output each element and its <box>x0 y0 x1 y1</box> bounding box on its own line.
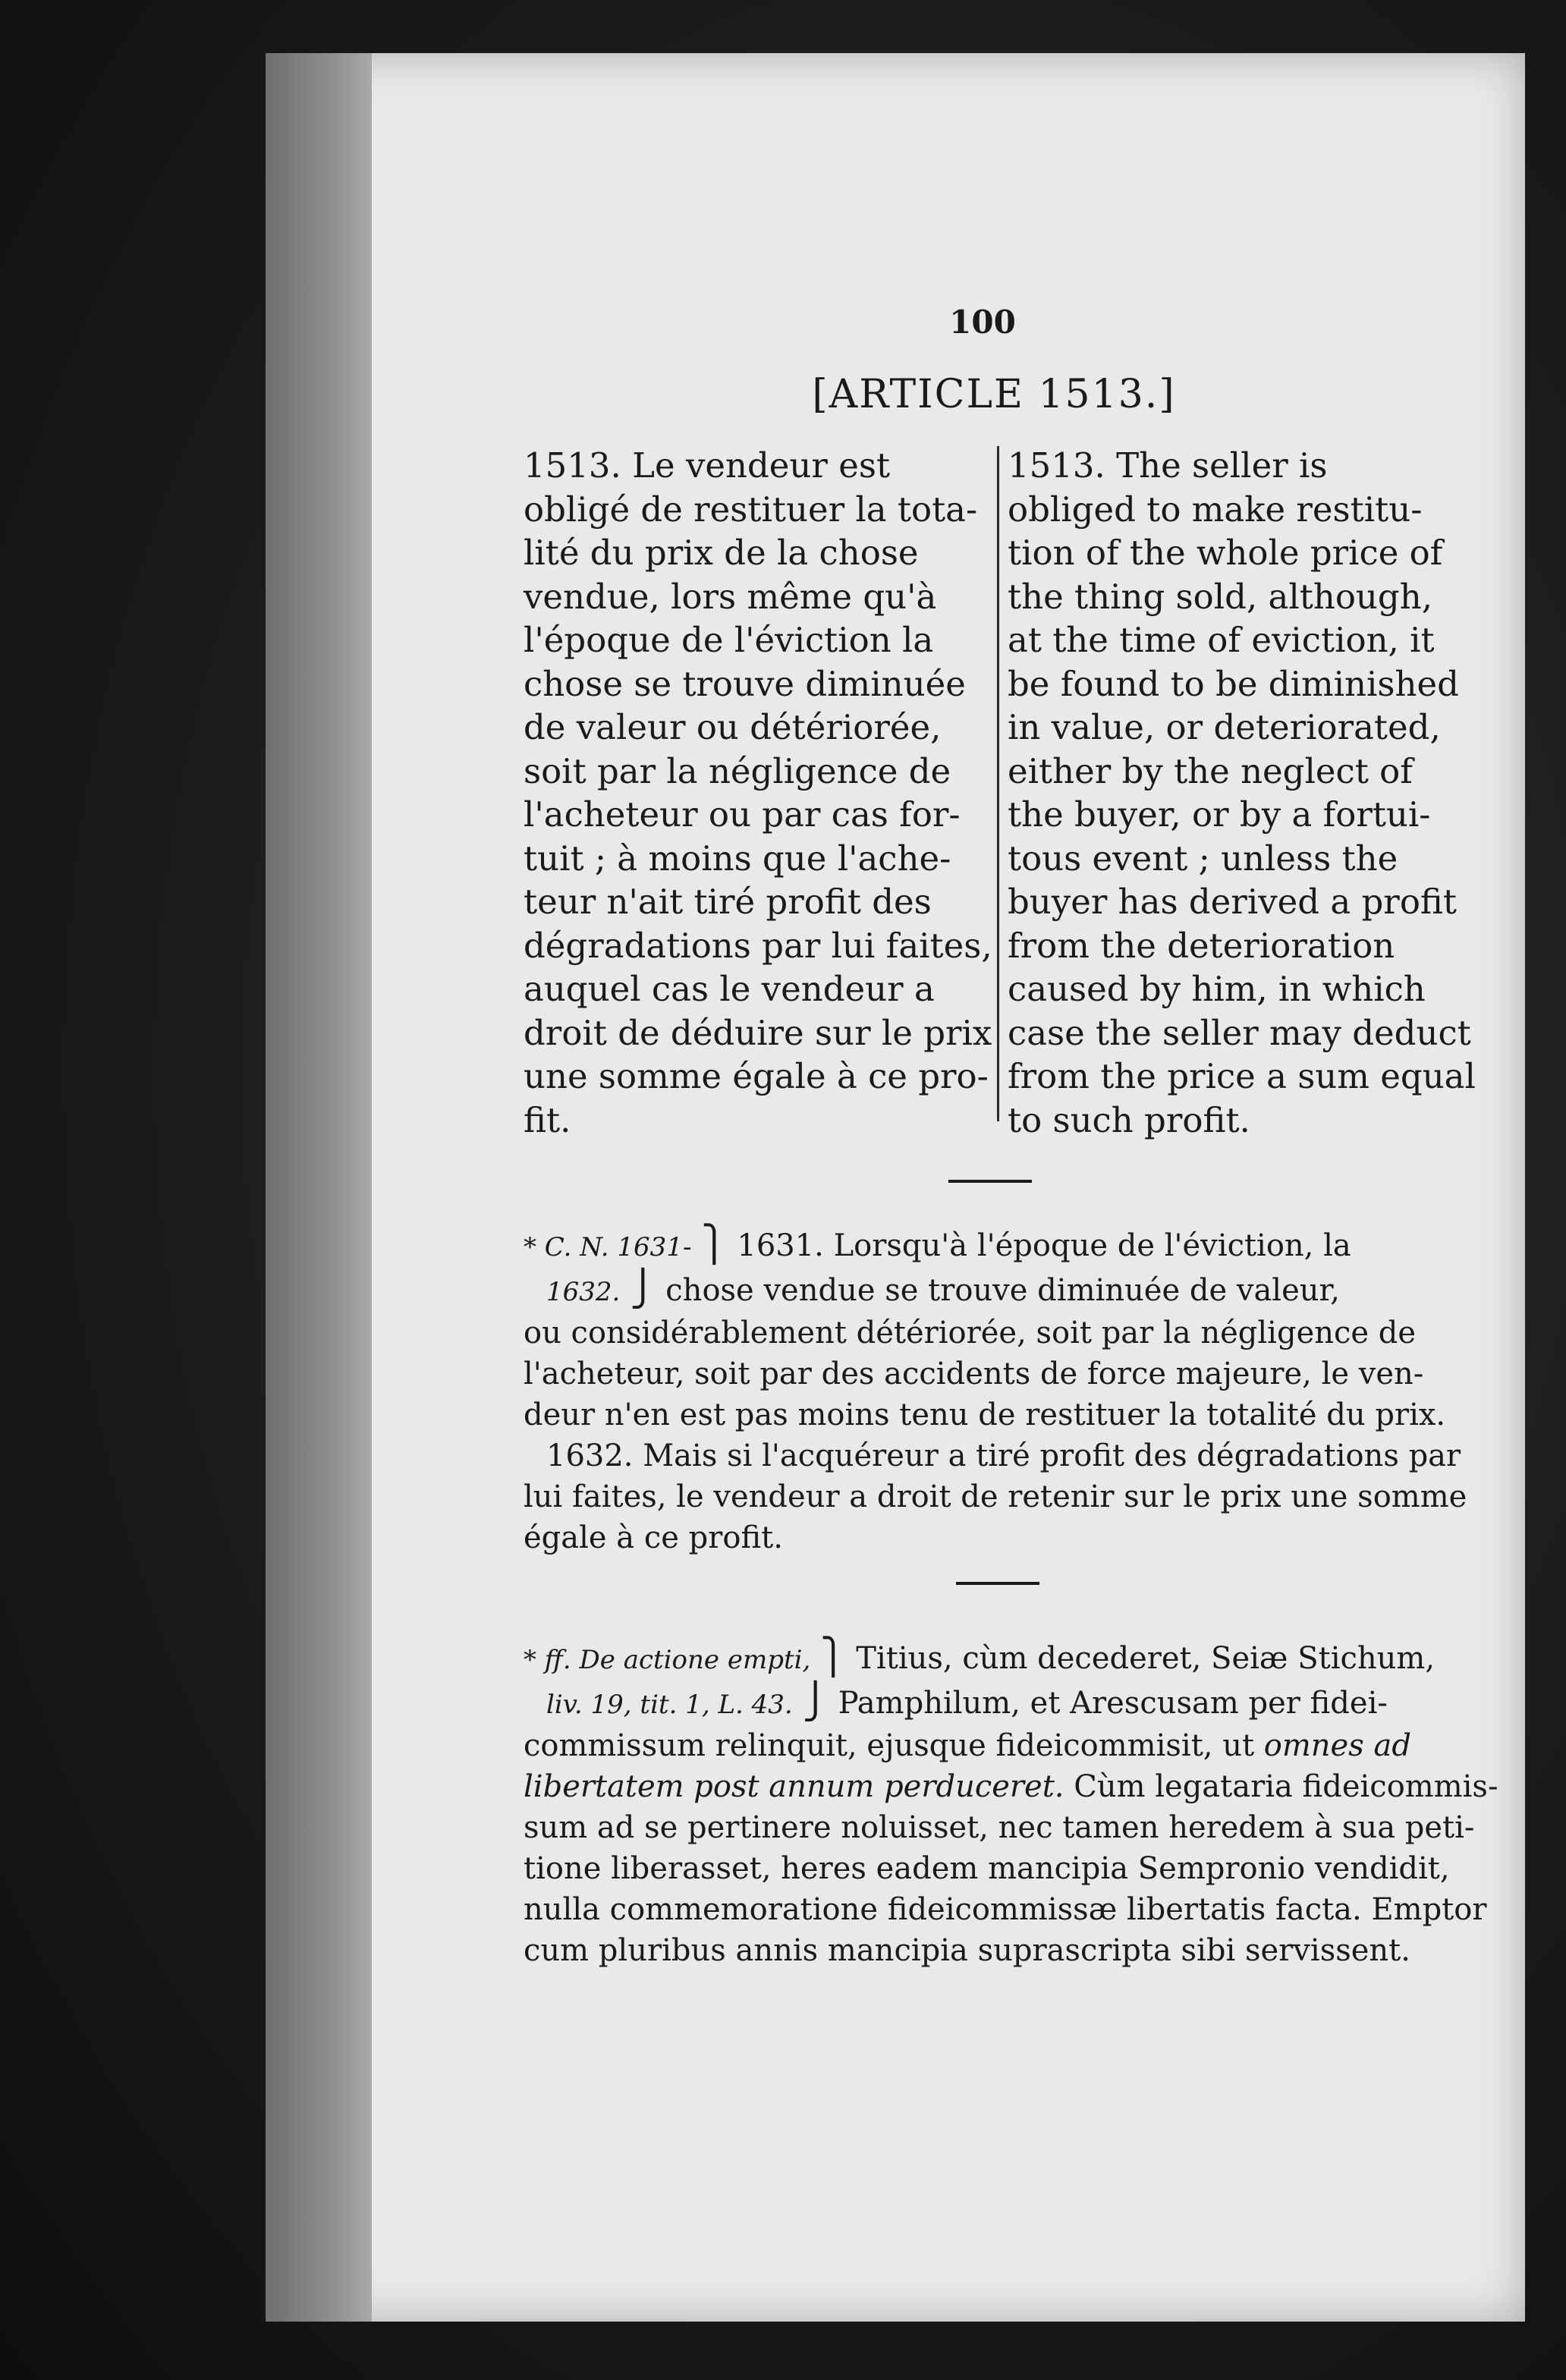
text-line: une somme égale à ce pro- <box>524 1056 989 1096</box>
note-line: sum ad se pertinere noluisset, nec tamen heredem à sua peti- <box>524 1810 1475 1845</box>
text-line: chose se trouve diminuée <box>524 663 966 704</box>
note-line: cum pluribus annis mancipia suprascripta sibi servissent. <box>524 1933 1410 1968</box>
note-line: ou considérablement détériorée, soit par la négligence de <box>524 1316 1417 1350</box>
brace-glyph: ⎭ <box>802 1680 829 1721</box>
text-line: either by the neglect of <box>1008 750 1413 791</box>
text-line: dégradations par lui faites, <box>524 925 992 966</box>
note-line: nulla commemoratione fideicommissæ libertatis facta. Emptor <box>524 1892 1487 1927</box>
text-line: obliged to make restitu- <box>1008 489 1423 530</box>
text-line: obligé de restituer la tota- <box>524 489 978 530</box>
text-line: from the price a sum equal <box>1008 1056 1476 1096</box>
text-line: droit de déduire sur le prix <box>524 1012 992 1053</box>
text-line: tous event ; unless the <box>1008 838 1398 879</box>
text-line: l'époque de l'éviction la <box>524 620 934 660</box>
note-line: 1632. Mais si l'acquéreur a tiré profit des dégradations par <box>546 1438 1461 1473</box>
text-line: 1513. The seller is <box>1008 445 1328 486</box>
text-line: caused by him, in which <box>1008 969 1426 1009</box>
text-line: l'acheteur ou par cas for- <box>524 794 961 835</box>
note-line: deur n'en est pas moins tenu de restituer la totalité du prix. <box>524 1398 1446 1432</box>
article-title: [ARTICLE 1513.] <box>812 372 1176 417</box>
french-article-text <box>524 444 994 1142</box>
text-line: soit par la négligence de <box>524 750 951 791</box>
text-line: vendue, lors même qu'à <box>524 576 937 617</box>
text-line: lité du prix de la chose <box>524 533 919 573</box>
brace-glyph: ⎫ <box>820 1636 847 1677</box>
note-line <box>524 1766 1498 1807</box>
text-line: case the seller may deduct <box>1008 1012 1471 1053</box>
digest-note <box>524 1636 1498 1971</box>
page-binding-edge <box>266 53 372 2322</box>
column-divider <box>997 446 999 1121</box>
note-line <box>524 1223 1487 1268</box>
text-line: 1513. Le vendeur est <box>524 445 891 486</box>
section-divider <box>956 1582 1039 1585</box>
note-line <box>524 1268 1487 1313</box>
note-line: tione liberasset, heres eadem mancipia Sempronio vendidit, <box>524 1851 1450 1886</box>
note-text: Titius, cùm decederet, Seiæ Stichum, <box>856 1641 1436 1676</box>
note-text: Cùm legataria fideicommis- <box>1064 1769 1498 1804</box>
text-line: buyer has derived a profit <box>1008 882 1458 922</box>
note-italic-text: omnes ad <box>1263 1728 1411 1763</box>
note-reference: * C. N. 1631- <box>524 1232 692 1262</box>
english-article-text <box>1008 444 1484 1142</box>
note-line <box>524 1725 1487 1766</box>
note-line: égale à ce profit. <box>524 1520 783 1555</box>
note-text: 1631. Lorsqu'à l'époque de l'éviction, la <box>737 1228 1351 1263</box>
note-reference: * ff. De actione empti, <box>524 1645 811 1675</box>
note-reference: 1632. <box>546 1277 621 1307</box>
text-line: be found to be diminished <box>1008 663 1459 704</box>
brace-glyph: ⎭ <box>630 1268 656 1309</box>
note-italic-text: libertatem post annum perduceret. <box>524 1769 1064 1804</box>
note-text: commissum relinquit, ejusque fideicommisit, ut <box>524 1728 1264 1763</box>
text-line: fit. <box>524 1099 571 1140</box>
note-text: chose vendue se trouve diminuée de valeur, <box>665 1273 1340 1308</box>
text-line: auquel cas le vendeur a <box>524 969 935 1009</box>
text-line: to such profit. <box>1008 1099 1250 1140</box>
note-line: l'acheteur, soit par des accidents de force majeure, le ven- <box>524 1357 1424 1391</box>
text-line: at the time of eviction, it <box>1008 620 1435 660</box>
section-divider <box>948 1180 1032 1183</box>
code-napoleon-note <box>524 1223 1487 1558</box>
page-number: 100 <box>949 303 1016 341</box>
note-line <box>524 1680 1487 1725</box>
text-line: teur n'ait tiré profit des <box>524 882 932 922</box>
note-text: Pamphilum, et Arescusam per fidei- <box>838 1686 1388 1721</box>
note-line <box>524 1636 1487 1680</box>
text-line: tuit ; à moins que l'ache- <box>524 838 951 879</box>
text-line: de valeur ou détériorée, <box>524 707 942 747</box>
text-line: in value, or deteriorated, <box>1008 707 1441 747</box>
note-line: lui faites, le vendeur a droit de retenir sur le prix une somme <box>524 1479 1467 1514</box>
brace-glyph: ⎫ <box>701 1223 728 1264</box>
text-line: the buyer, or by a fortui- <box>1008 794 1431 835</box>
note-reference: liv. 19, tit. 1, L. 43. <box>546 1690 793 1720</box>
text-line: from the deterioration <box>1008 925 1395 966</box>
text-line: tion of the whole price of <box>1008 533 1443 573</box>
text-line: the thing sold, although, <box>1008 576 1432 617</box>
